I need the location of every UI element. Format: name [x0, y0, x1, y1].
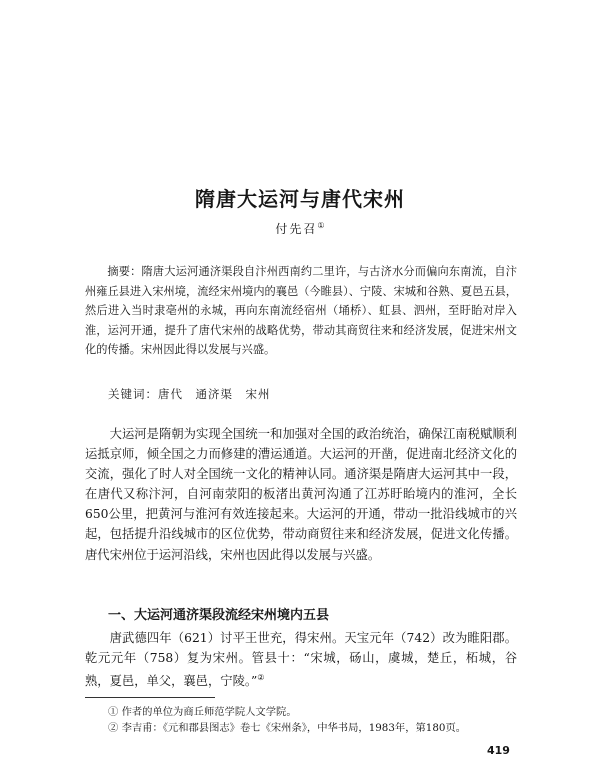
section-heading: 一、大运河通济渠段流经宋州境内五县 [108, 608, 330, 623]
footnote-1: ① 作者的单位为商丘师范学院人文学院。 [108, 706, 297, 718]
article-title: 隋唐大运河与唐代宋州 [195, 187, 405, 212]
section-paragraph-text: 唐武德四年（621）讨平王世充，得宋州。天宝元年（742）改为睢阳郡。乾元元年（758）复为宋州。管县十：“宋城，砀山，虞城，楚丘，柘城，谷熟，夏邑，单父，襄邑，宁陵。” [85, 631, 517, 689]
abstract: 摘要：隋唐大运河通济渠段自汴州西南约二里许，与古济水分而偏向东南流，自汴州雍丘县进入宋州境，流经宋州境内的襄邑（今睢县）、宁陵、宋城和谷熟、夏邑五县，然后进入当时隶亳州的永城，再向东南流经宿州（埇桥）、虹县、泗州，至盱眙对岸入淮，运河开通，提升了唐代宋州的战略优势，带动其商贸往来和经济发展，促进宋州文化的传播。宋州因此得以发展与兴盛。 [85, 265, 517, 357]
author-line [0, 220, 600, 237]
intro-paragraph: 大运河是隋朝为实现全国统一和加强对全国的政治统治，确保江南税赋顺利运抵京师，倾全国之力而修建的漕运通道。大运河的开凿，促进南北经济文化的交流，强化了时人对全国统一文化的精神认同。通济渠是隋唐大运河其中一段，在唐代又称汴河，自河南荥阳的板渚出黄河沟通了江苏盱眙境内的淮河，全长650公里，把黄河与淮河有效连接起来。大运河的开通，带动一批沿线城市的兴起，包括提升沿线城市的区位优势，带动商贸往来和经济发展，促进文化传播。唐代宋州位于运河沿线，宋州也因此得以发展与兴盛。 [85, 427, 517, 562]
author-note-mark: ① [317, 221, 325, 230]
keywords: 关键词：唐代 通济渠 宋州 [108, 387, 271, 401]
footnote-divider [85, 697, 215, 698]
section-note-mark: ② [257, 673, 265, 683]
footnote-2: ② 李吉甫：《元和郡县图志》卷七《宋州条》，中华书局，1983年，第180页。 [108, 722, 467, 734]
page-number: 419 [487, 744, 510, 757]
section-paragraph [85, 628, 517, 691]
author-name: 付先召 [275, 222, 318, 236]
